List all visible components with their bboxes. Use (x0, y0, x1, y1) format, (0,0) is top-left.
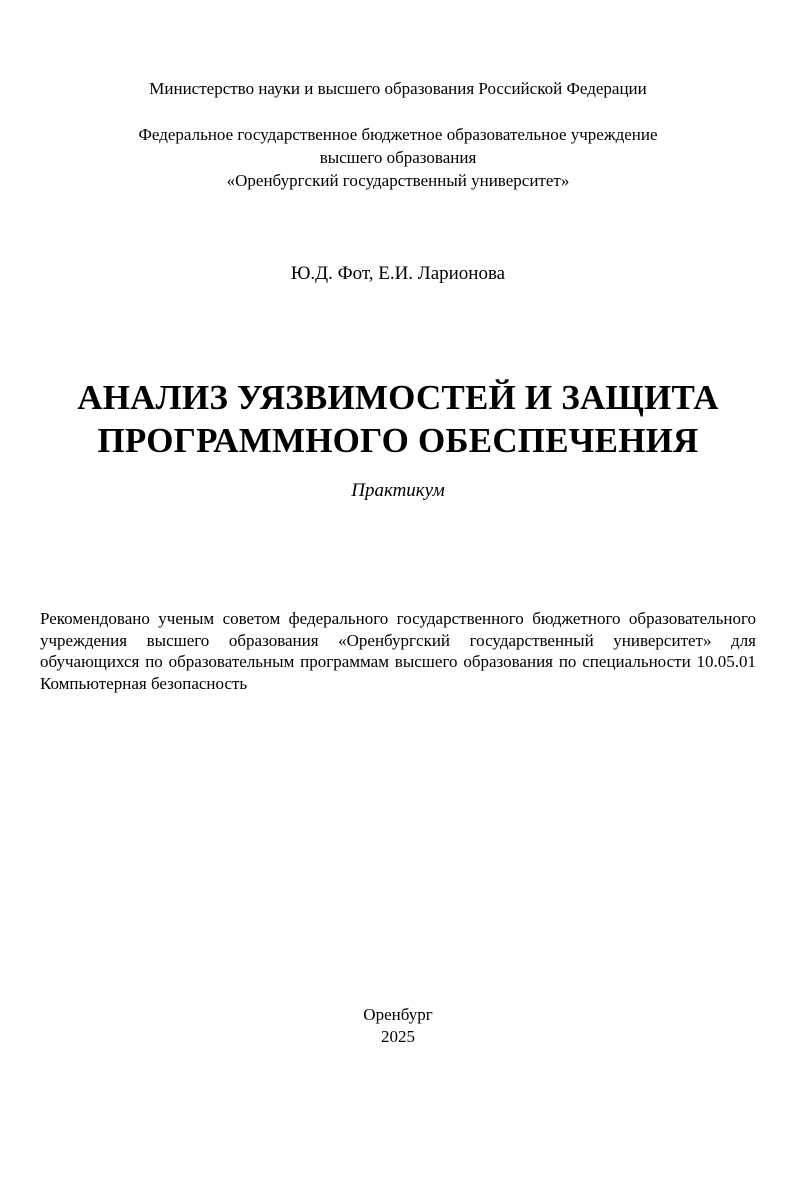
institution-line: высшего образования (319, 148, 477, 167)
authors: Ю.Д. Фот, Е.И. Ларионова (290, 263, 506, 284)
document-title (0, 376, 796, 462)
institution-line: «Оренбургский государственный университет» (226, 171, 570, 190)
institution-line: Федеральное государственное бюджетное образовательное учреждение (138, 125, 658, 144)
year: 2025 (381, 1027, 415, 1046)
city: Оренбург (363, 1005, 433, 1024)
institution-block (0, 123, 796, 192)
title-line: ПРОГРАММНОГО ОБЕСПЕЧЕНИЯ (97, 421, 699, 460)
document-subtitle: Практикум (351, 480, 445, 501)
publication-info (0, 1004, 796, 1048)
recommendation-text: Рекомендовано ученым советом федерального государственного бюджетного образовательного учреждения высшего образования «Оренбургский государственный университет» для обучающихся по образовательным программам высшего образования по специальности 10.05.01 Компьютерная безопасность (40, 609, 756, 693)
ministry-name: Министерство науки и высшего образования Российской Федерации (149, 79, 647, 98)
title-line: АНАЛИЗ УЯЗВИМОСТЕЙ И ЗАЩИТА (77, 378, 719, 417)
